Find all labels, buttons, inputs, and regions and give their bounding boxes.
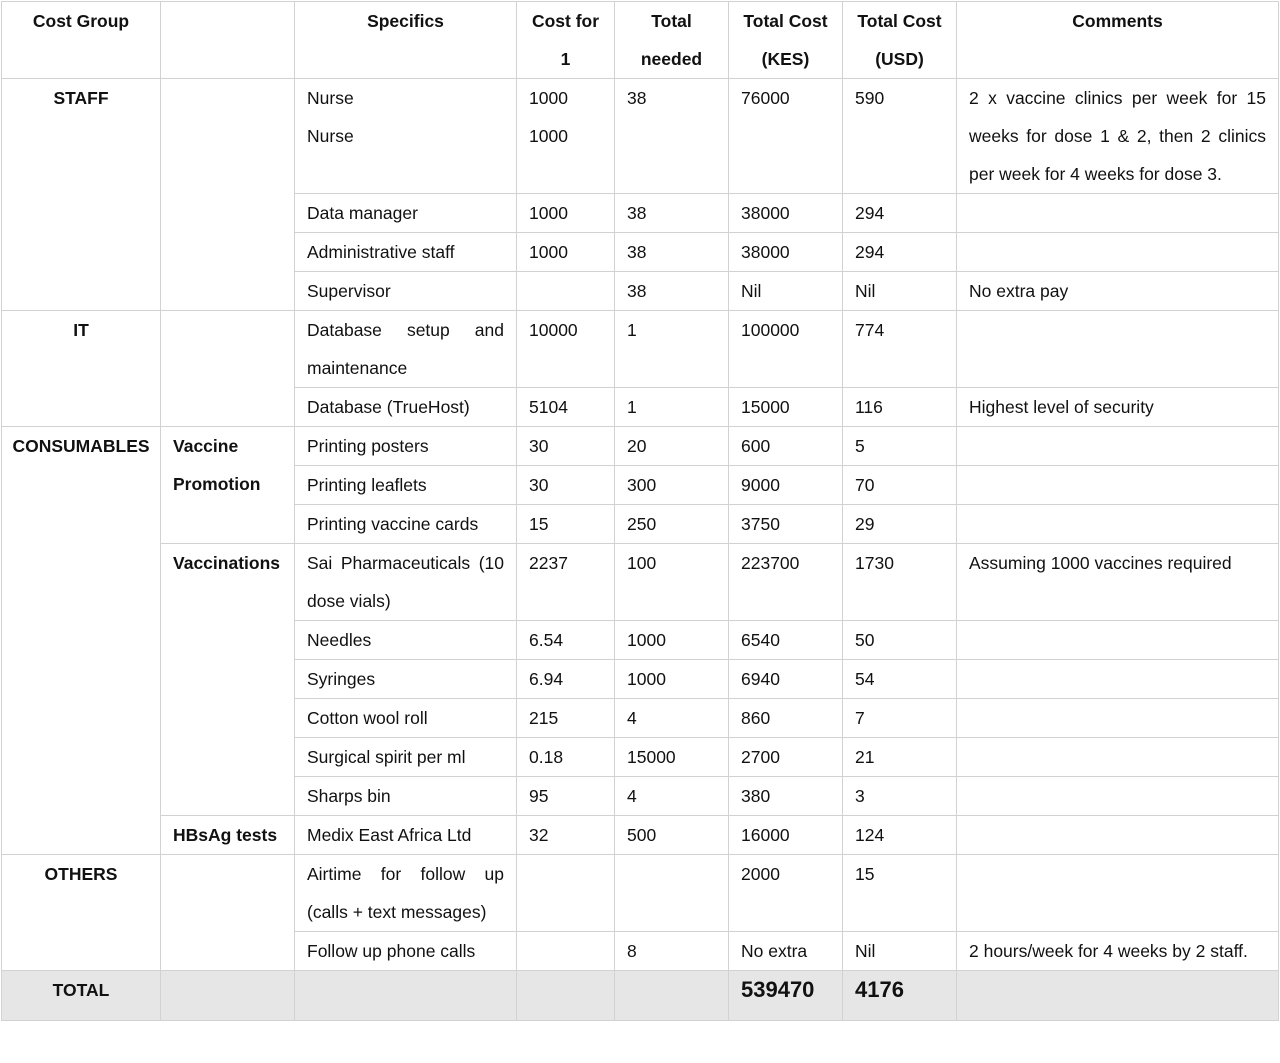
total-cost-usd-cell: 21	[843, 738, 957, 777]
total-cost-usd-cell: 70	[843, 466, 957, 505]
subgroup-empty	[161, 79, 295, 311]
total-needed-cell: 1000	[615, 660, 729, 699]
total-cost-kes-cell: 6540	[729, 621, 843, 660]
specifics-cell: Supervisor	[295, 272, 517, 311]
total-cost-usd-cell: 7	[843, 699, 957, 738]
total-cost-kes-cell: 100000	[729, 311, 843, 388]
total-cost-kes-cell: 38000	[729, 233, 843, 272]
cost-for-1-cell: 10000	[517, 311, 615, 388]
comments-cell	[957, 621, 1279, 660]
total-cost-kes-cell: Nil	[729, 272, 843, 311]
comments-cell	[957, 194, 1279, 233]
cost-for-1-cell: 6.54	[517, 621, 615, 660]
specifics-cell: Sai Pharmaceuticals (10 dose vials)	[295, 544, 517, 621]
comments-cell	[957, 427, 1279, 466]
specifics-cell: Data manager	[295, 194, 517, 233]
total-cost-kes-cell: 2000	[729, 855, 843, 932]
comments-cell	[957, 466, 1279, 505]
total-needed-cell: 500	[615, 816, 729, 855]
comments-cell	[957, 660, 1279, 699]
total-needed-cell: 1	[615, 311, 729, 388]
cost-for-1-cell: 5104	[517, 388, 615, 427]
specifics-cell: Administrative staff	[295, 233, 517, 272]
specifics-cell: Needles	[295, 621, 517, 660]
total-cost-kes-cell: 600	[729, 427, 843, 466]
total-cost-usd-cell: 5	[843, 427, 957, 466]
total-needed-cell	[615, 855, 729, 932]
comments-cell	[957, 816, 1279, 855]
total-cost-usd-cell: 124	[843, 816, 957, 855]
total-cost-kes-cell: 380	[729, 777, 843, 816]
total-empty-cell	[161, 971, 295, 1021]
specifics-cell: Database setup and maintenance	[295, 311, 517, 388]
total-cost-kes-cell: 76000	[729, 79, 843, 194]
group-staff: STAFF	[2, 79, 161, 311]
total-row	[2, 971, 1279, 1021]
cost-for-1-cell: 2237	[517, 544, 615, 621]
total-cost-kes-cell: 6940	[729, 660, 843, 699]
table-row	[2, 855, 1279, 932]
total-cost-usd-cell: 774	[843, 311, 957, 388]
specifics-cell: Printing posters	[295, 427, 517, 466]
comments-cell: No extra pay	[957, 272, 1279, 311]
total-cost-kes-cell: 9000	[729, 466, 843, 505]
header-row	[2, 2, 1279, 79]
comments-cell: 2 x vaccine clinics per week for 15 weeks for dose 1 & 2, then 2 clinics per week for 4 weeks for dose 3.	[957, 79, 1279, 194]
header-total-needed: Total needed	[615, 2, 729, 79]
total-cost-usd-cell: 294	[843, 233, 957, 272]
total-cost-usd-cell: 3	[843, 777, 957, 816]
cost-for-1-cell: 1000	[517, 194, 615, 233]
total-cost-usd-cell: Nil	[843, 272, 957, 311]
total-cost-usd-cell: 15	[843, 855, 957, 932]
comments-cell	[957, 505, 1279, 544]
cost-for-1-cell	[517, 932, 615, 971]
subgroup-hbsag-tests: HBsAg tests	[161, 816, 295, 855]
total-cost-usd-cell: 116	[843, 388, 957, 427]
comments-cell	[957, 311, 1279, 388]
total-needed-cell: 1000	[615, 621, 729, 660]
comments-cell: 2 hours/week for 4 weeks by 2 staff.	[957, 932, 1279, 971]
total-kes: 539470	[729, 971, 843, 1021]
total-needed-cell: 100	[615, 544, 729, 621]
cost-for-1-cell	[517, 272, 615, 311]
header-cost-group: Cost Group	[2, 2, 161, 79]
comments-cell: Highest level of security	[957, 388, 1279, 427]
total-cost-usd-cell: Nil	[843, 932, 957, 971]
total-cost-usd-cell: 294	[843, 194, 957, 233]
comments-cell: Assuming 1000 vaccines required	[957, 544, 1279, 621]
total-cost-kes-cell: No extra	[729, 932, 843, 971]
specifics-cell: Sharps bin	[295, 777, 517, 816]
table-row	[2, 311, 1279, 388]
total-needed-cell: 20	[615, 427, 729, 466]
cost-for-1-cell: 1000 1000	[517, 79, 615, 194]
specifics-cell: Airtime for follow up (calls + text messages)	[295, 855, 517, 932]
group-it: IT	[2, 311, 161, 427]
cost-table	[1, 1, 1279, 1021]
header-cost-for-1: Cost for 1	[517, 2, 615, 79]
total-cost-usd-cell: 1730	[843, 544, 957, 621]
total-needed-cell: 250	[615, 505, 729, 544]
total-cost-kes-cell: 38000	[729, 194, 843, 233]
total-needed-cell: 38	[615, 79, 729, 194]
subgroup-vaccinations: Vaccinations	[161, 544, 295, 816]
header-comments: Comments	[957, 2, 1279, 79]
cost-for-1-cell: 6.94	[517, 660, 615, 699]
specifics-cell: Printing leaflets	[295, 466, 517, 505]
cost-for-1-cell: 30	[517, 466, 615, 505]
total-needed-cell: 8	[615, 932, 729, 971]
cost-for-1-cell: 1000	[517, 233, 615, 272]
table-row	[2, 427, 1279, 466]
cost-for-1-cell: 0.18	[517, 738, 615, 777]
specifics-cell: Surgical spirit per ml	[295, 738, 517, 777]
total-needed-cell: 38	[615, 272, 729, 311]
comments-cell	[957, 233, 1279, 272]
cost-for-1-cell: 95	[517, 777, 615, 816]
group-consumables: CONSUMABLES	[2, 427, 161, 855]
specifics-cell: Follow up phone calls	[295, 932, 517, 971]
comments-cell	[957, 738, 1279, 777]
total-needed-cell: 38	[615, 194, 729, 233]
total-cost-usd-cell: 50	[843, 621, 957, 660]
total-needed-cell: 4	[615, 699, 729, 738]
comments-cell	[957, 855, 1279, 932]
cost-for-1-cell: 30	[517, 427, 615, 466]
comments-cell	[957, 699, 1279, 738]
total-cost-kes-cell: 2700	[729, 738, 843, 777]
total-cost-kes-cell: 860	[729, 699, 843, 738]
total-needed-cell: 300	[615, 466, 729, 505]
specifics-cell: Nurse Nurse	[295, 79, 517, 194]
total-cost-kes-cell: 3750	[729, 505, 843, 544]
subgroup-empty	[161, 311, 295, 427]
total-empty-cell	[957, 971, 1279, 1021]
total-cost-kes-cell: 15000	[729, 388, 843, 427]
total-needed-cell: 4	[615, 777, 729, 816]
specifics-cell: Cotton wool roll	[295, 699, 517, 738]
total-needed-cell: 38	[615, 233, 729, 272]
header-blank	[161, 2, 295, 79]
header-specifics: Specifics	[295, 2, 517, 79]
total-cost-usd-cell: 590	[843, 79, 957, 194]
table-row	[2, 79, 1279, 194]
header-total-cost-usd: Total Cost (USD)	[843, 2, 957, 79]
subgroup-vaccine-promotion: Vaccine Promotion	[161, 427, 295, 544]
total-cost-usd-cell: 54	[843, 660, 957, 699]
total-cost-kes-cell: 16000	[729, 816, 843, 855]
specifics-cell: Medix East Africa Ltd	[295, 816, 517, 855]
cost-for-1-cell: 32	[517, 816, 615, 855]
total-cost-kes-cell: 223700	[729, 544, 843, 621]
table-row	[2, 544, 1279, 621]
total-cost-usd-cell: 29	[843, 505, 957, 544]
total-empty-cell	[517, 971, 615, 1021]
subgroup-empty	[161, 855, 295, 971]
group-others: OTHERS	[2, 855, 161, 971]
comments-cell	[957, 777, 1279, 816]
total-usd: 4176	[843, 971, 957, 1021]
table-row	[2, 816, 1279, 855]
specifics-cell: Database (TrueHost)	[295, 388, 517, 427]
total-empty-cell	[615, 971, 729, 1021]
specifics-cell: Printing vaccine cards	[295, 505, 517, 544]
cost-for-1-cell: 15	[517, 505, 615, 544]
specifics-cell: Syringes	[295, 660, 517, 699]
total-needed-cell: 15000	[615, 738, 729, 777]
header-total-cost-kes: Total Cost (KES)	[729, 2, 843, 79]
cost-for-1-cell: 215	[517, 699, 615, 738]
total-empty-cell	[295, 971, 517, 1021]
cost-for-1-cell	[517, 855, 615, 932]
group-total: TOTAL	[2, 971, 161, 1021]
total-needed-cell: 1	[615, 388, 729, 427]
